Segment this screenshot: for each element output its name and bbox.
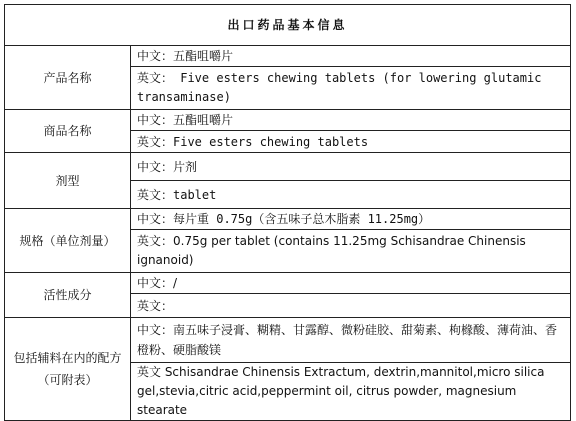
specification-label: 规格（单位剂量） — [5, 209, 131, 273]
formula-zh: 中文：南五味子浸膏、糊精、甘露醇、微粉硅胶、甜菊素、枸橼酸、薄荷油、香橙粉、硬脂酸镁 — [131, 318, 571, 363]
product-name-zh: 中文：五酯咀嚼片 — [131, 46, 571, 67]
product-name-zh-row — [5, 46, 571, 67]
active-ingredient-zh: 中文：/ — [131, 273, 571, 294]
trade-name-zh-row — [5, 110, 571, 131]
formula-label: 包括辅料在内的配方（可附表） — [5, 318, 131, 421]
export-drug-info-table — [4, 4, 571, 421]
trade-name-en: 英文：Five esters chewing tablets — [131, 131, 571, 153]
product-name-en: 英文： Five esters chewing tablets (for lowering glutamic transaminase) — [131, 67, 571, 110]
formula-en: 英文 Schisandrae Chinensis Extractum, dextrin,mannitol,micro silica gel,stevia,citric acid,peppermint oil, citrus powder, magnesium stearate — [131, 363, 571, 421]
trade-name-label: 商品名称 — [5, 110, 131, 153]
dosage-form-zh: 中文：片剂 — [131, 153, 571, 181]
active-ingredient-label: 活性成分 — [5, 273, 131, 318]
product-name-label: 产品名称 — [5, 46, 131, 110]
trade-name-zh: 中文：五酯咀嚼片 — [131, 110, 571, 131]
active-ingredient-zh-row — [5, 273, 571, 294]
specification-en: 英文：0.75g per tablet (contains 11.25mg Schisandrae Chinensis ignanoid) — [131, 230, 571, 273]
active-ingredient-en: 英文： — [131, 294, 571, 318]
specification-zh: 中文：每片重 0.75g（含五味子总木脂素 11.25mg） — [131, 209, 571, 230]
specification-zh-row — [5, 209, 571, 230]
dosage-form-zh-row — [5, 153, 571, 181]
table-title: 出口药品基本信息 — [5, 5, 571, 46]
formula-zh-row — [5, 318, 571, 363]
title-row — [5, 5, 571, 46]
dosage-form-label: 剂型 — [5, 153, 131, 209]
dosage-form-en: 英文：tablet — [131, 181, 571, 209]
